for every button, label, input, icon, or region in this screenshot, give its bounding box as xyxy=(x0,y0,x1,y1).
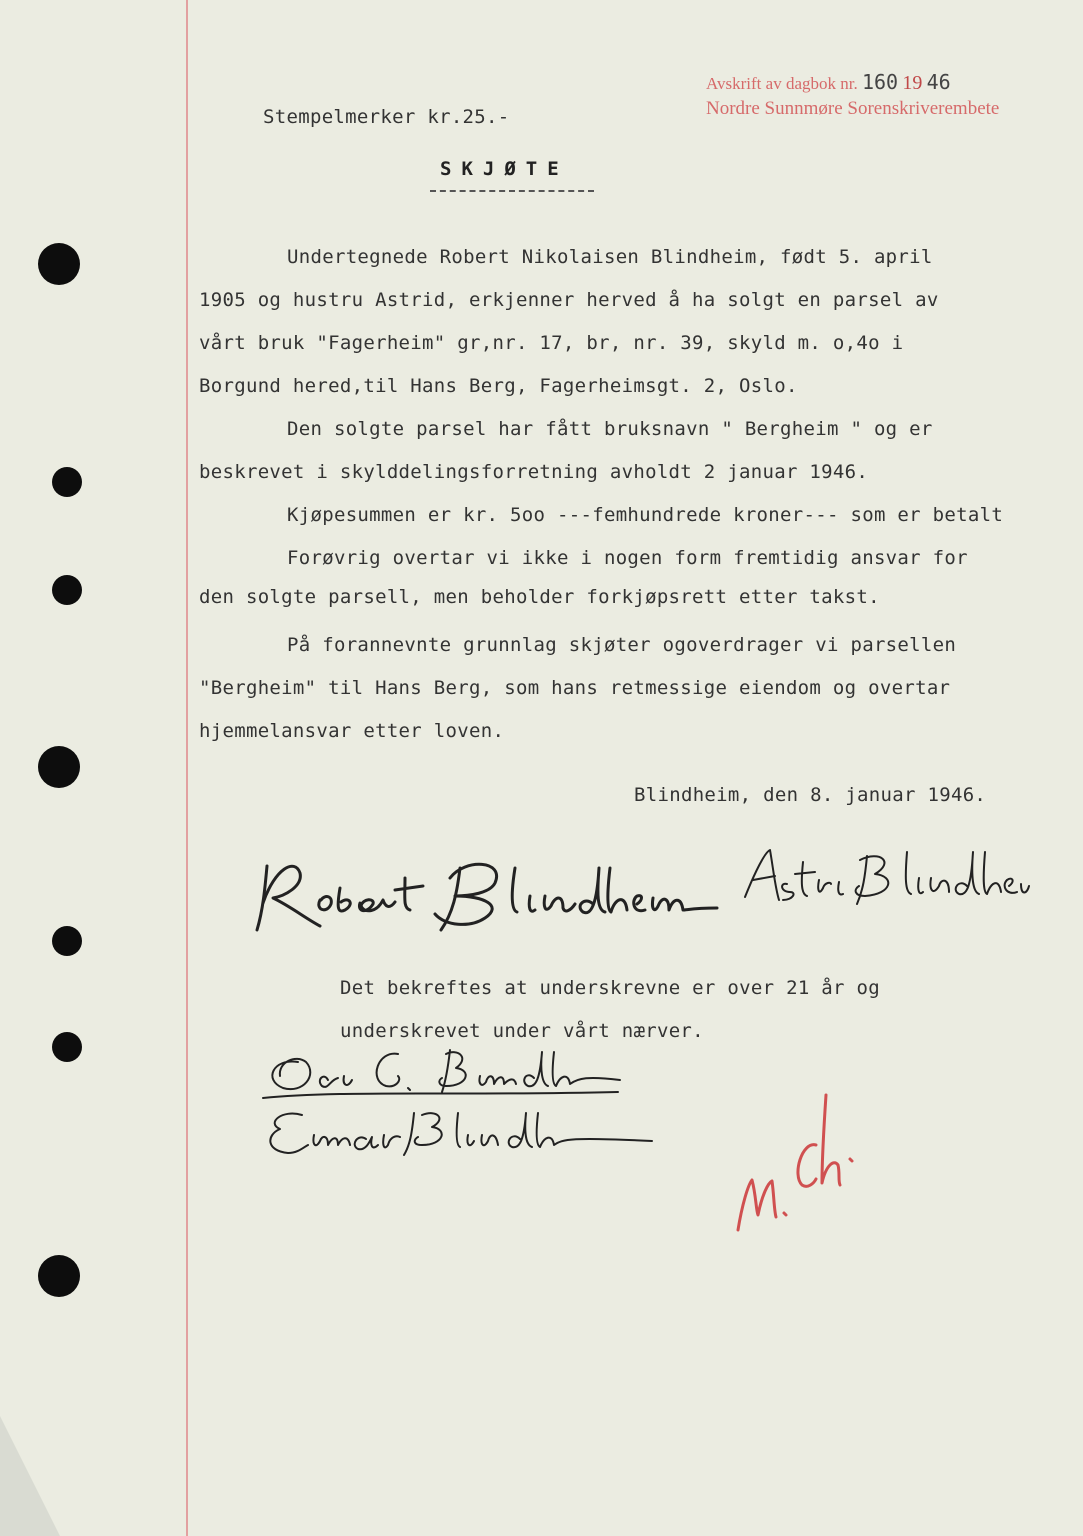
signature-astri-blindheim xyxy=(735,842,1035,912)
margin-line xyxy=(186,0,188,1536)
body-line: beskrevet i skylddelingsforretning avholdt 2 januar 1946. xyxy=(199,461,869,483)
stamp-label: Avskrift av dagbok nr. xyxy=(706,74,858,93)
signature-witness-einar xyxy=(262,1105,662,1165)
place-date: Blindheim, den 8. januar 1946. xyxy=(634,784,987,806)
body-line: På forannevnte grunnlag skjøter ogoverdrager vi parsellen xyxy=(287,634,957,656)
signature-witness-oskar xyxy=(258,1040,628,1110)
punch-hole xyxy=(38,243,80,285)
corner-fold xyxy=(0,1416,60,1536)
body-line: Den solgte parsel har fått bruksnavn " Bergheim " og er xyxy=(287,418,933,440)
body-line: Undertegnede Robert Nikolaisen Blindheim, født 5. april xyxy=(287,246,933,268)
punch-hole xyxy=(52,575,82,605)
entry-number: 160 xyxy=(861,70,899,94)
stamp-duty-line: Stempelmerker kr.25.- xyxy=(263,106,510,128)
register-stamp-line1 xyxy=(706,70,951,95)
body-line: vårt bruk "Fagerheim" gr,nr. 17, br, nr. 39, skyld m. o,4o i xyxy=(199,332,904,354)
body-line: den solgte parsell, men beholder forkjøpsrett etter takst. xyxy=(199,586,880,608)
title-underline xyxy=(430,190,594,192)
punch-hole xyxy=(52,926,82,956)
witness-statement-line1: Det bekreftes at underskrevne er over 21 år og xyxy=(340,977,880,999)
punch-hole xyxy=(38,746,80,788)
punch-hole xyxy=(38,1255,80,1297)
year-suffix: 46 xyxy=(926,70,951,94)
body-line: "Bergheim" til Hans Berg, som hans retmessige eiendom og overtar xyxy=(199,677,951,699)
document-title: SKJØTE xyxy=(440,158,569,180)
signature-robert-blindheim xyxy=(245,848,725,938)
signature-initials-red xyxy=(730,1085,860,1235)
register-stamp-office: Nordre Sunnmøre Sorenskriverembete xyxy=(706,98,1000,119)
body-line: Forøvrig overtar vi ikke i nogen form fremtidig ansvar for xyxy=(287,547,968,569)
year-prefix: 19 xyxy=(902,72,923,94)
body-line: Kjøpesummen er kr. 5oo ---femhundrede kroner--- som er betalt xyxy=(287,504,1004,526)
body-line: Borgund hered,til Hans Berg, Fagerheimsgt. 2, Oslo. xyxy=(199,375,798,397)
body-line: hjemmelansvar etter loven. xyxy=(199,720,505,742)
punch-hole xyxy=(52,1032,82,1062)
punch-hole xyxy=(52,467,82,497)
body-line: 1905 og hustru Astrid, erkjenner herved å ha solgt en parsel av xyxy=(199,289,939,311)
witness-statement-line2: underskrevet under vårt nærver. xyxy=(340,1020,704,1042)
